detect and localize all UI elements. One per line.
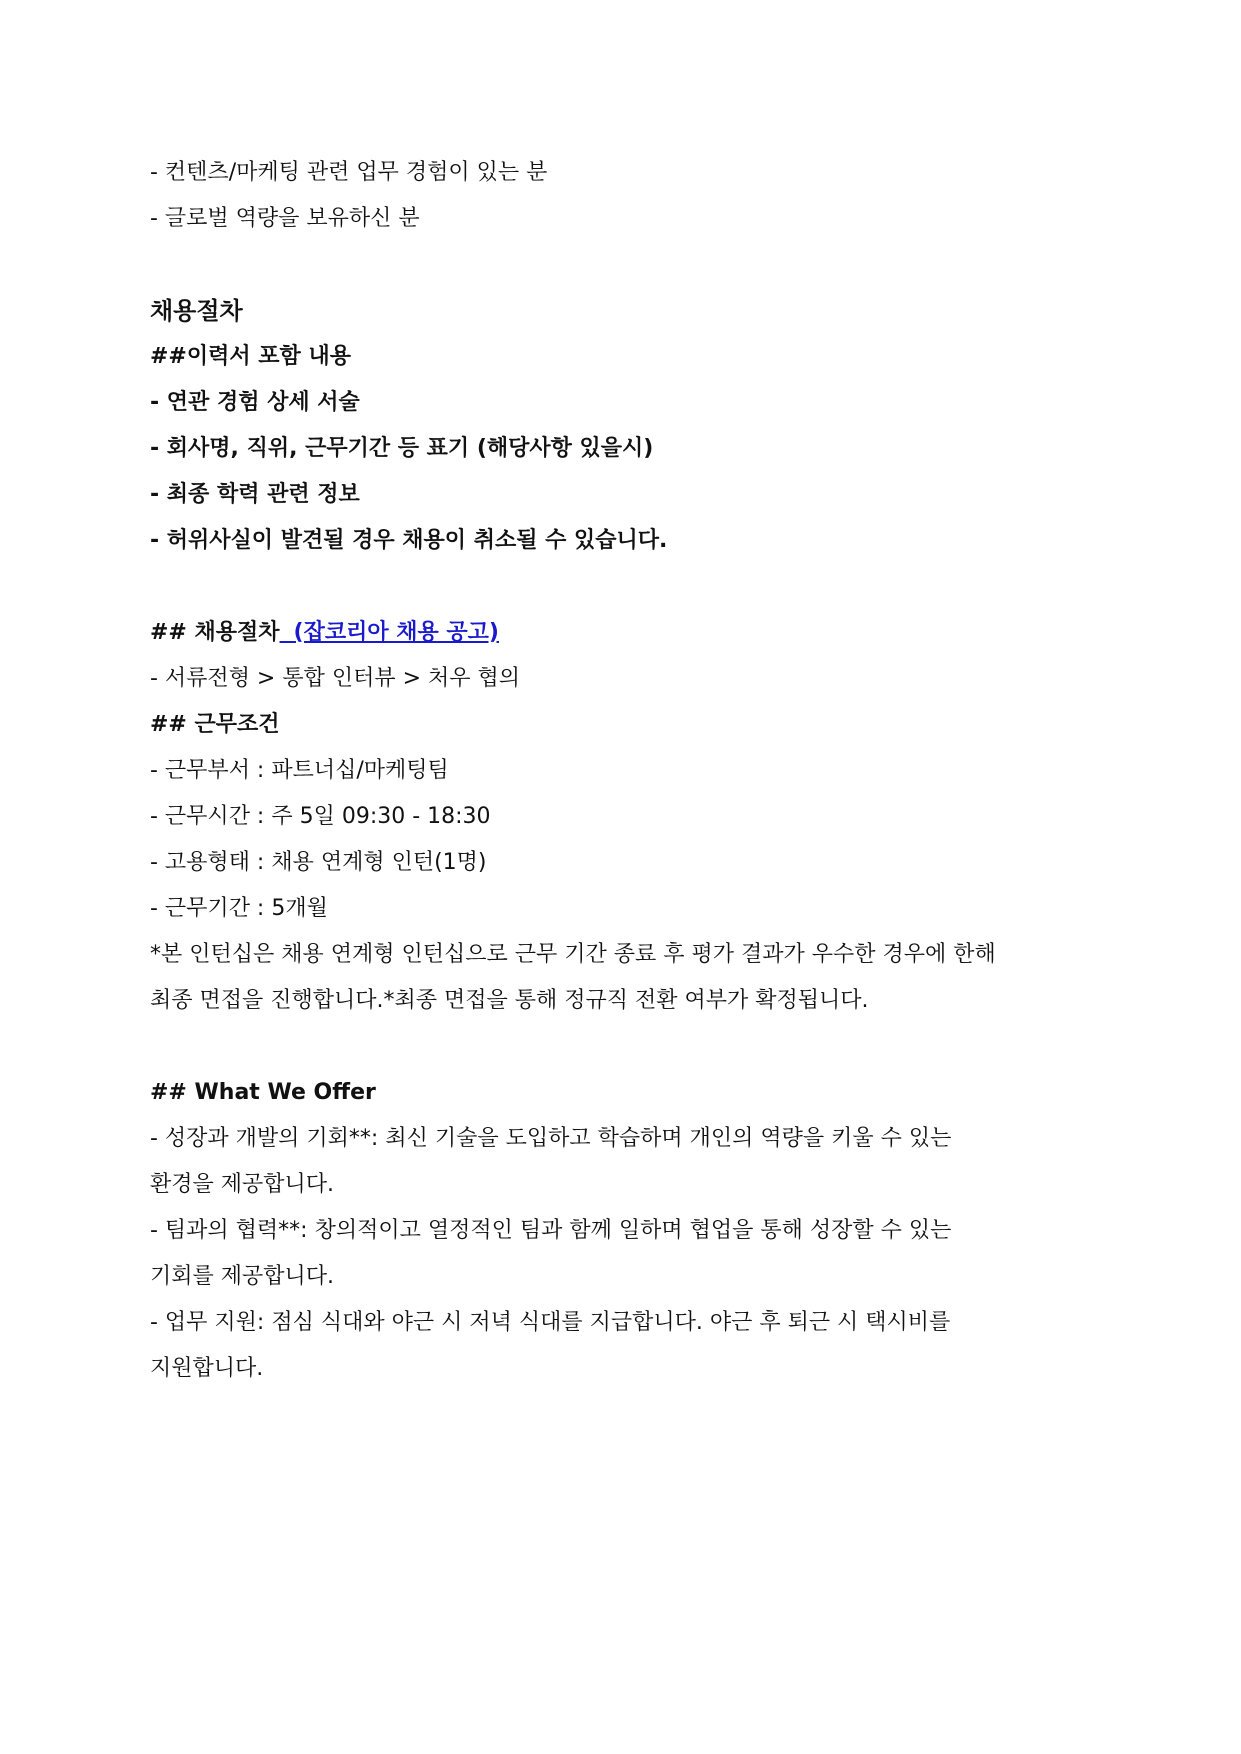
offer-item: 환경을 제공합니다. <box>150 1172 335 1197</box>
jobkorea-posting-link[interactable]: (잡코리아 채용 공고) <box>293 620 499 645</box>
condition-item: - 근무시간 : 주 5일 09:30 - 18:30 <box>150 804 491 829</box>
condition-item: - 근무부서 : 파트너십/마케팅팀 <box>150 758 449 783</box>
resume-item: - 허위사실이 발견될 경우 채용이 취소될 수 있습니다. <box>150 528 668 553</box>
offer-item: - 업무 지원: 점심 식대와 야근 시 저녁 식대를 지급합니다. 야근 후 퇴근 시 택시비를 <box>150 1310 951 1335</box>
spacer <box>150 564 1090 610</box>
resume-item: - 연관 경험 상세 서술 <box>150 390 360 415</box>
qualification-item: - 글로벌 역량을 보유하신 분 <box>150 206 420 231</box>
conditions-note: 최종 면접을 진행합니다.*최종 면접을 통해 정규직 전환 여부가 확정됩니다. <box>150 988 869 1013</box>
resume-heading: ##이력서 포함 내용 <box>150 344 351 369</box>
offer-item: - 팀과의 협력**: 창의적이고 열정적인 팀과 함께 일하며 협업을 통해 성장할 수 있는 <box>150 1218 952 1243</box>
qualification-item: - 컨텐츠/마케팅 관련 업무 경험이 있는 분 <box>150 160 548 185</box>
conditions-heading: ## 근무조건 <box>150 712 280 737</box>
spacer <box>150 242 1090 288</box>
steps-heading: ## 채용절차 <box>150 620 280 645</box>
spacer <box>150 1024 1090 1070</box>
document-content <box>150 150 1090 1392</box>
resume-item: - 회사명, 직위, 근무기간 등 표기 (해당사항 있을시) <box>150 436 654 461</box>
steps-heading-line <box>150 610 1090 656</box>
resume-item: - 최종 학력 관련 정보 <box>150 482 360 507</box>
condition-item: - 근무기간 : 5개월 <box>150 896 328 921</box>
conditions-note: *본 인턴십은 채용 연계형 인턴십으로 근무 기간 종료 후 평가 결과가 우수한 경우에 한해 <box>150 942 996 967</box>
link-gap <box>280 620 294 645</box>
offer-heading: ## What We Offer <box>150 1080 376 1105</box>
offer-item: - 성장과 개발의 기회**: 최신 기술을 도입하고 학습하며 개인의 역량을 키울 수 있는 <box>150 1126 952 1151</box>
steps-text: - 서류전형 > 통합 인터뷰 > 처우 협의 <box>150 666 521 691</box>
process-heading: 채용절차 <box>150 297 243 325</box>
offer-item: 지원합니다. <box>150 1356 264 1381</box>
offer-item: 기회를 제공합니다. <box>150 1264 335 1289</box>
condition-item: - 고용형태 : 채용 연계형 인턴(1명) <box>150 850 487 875</box>
